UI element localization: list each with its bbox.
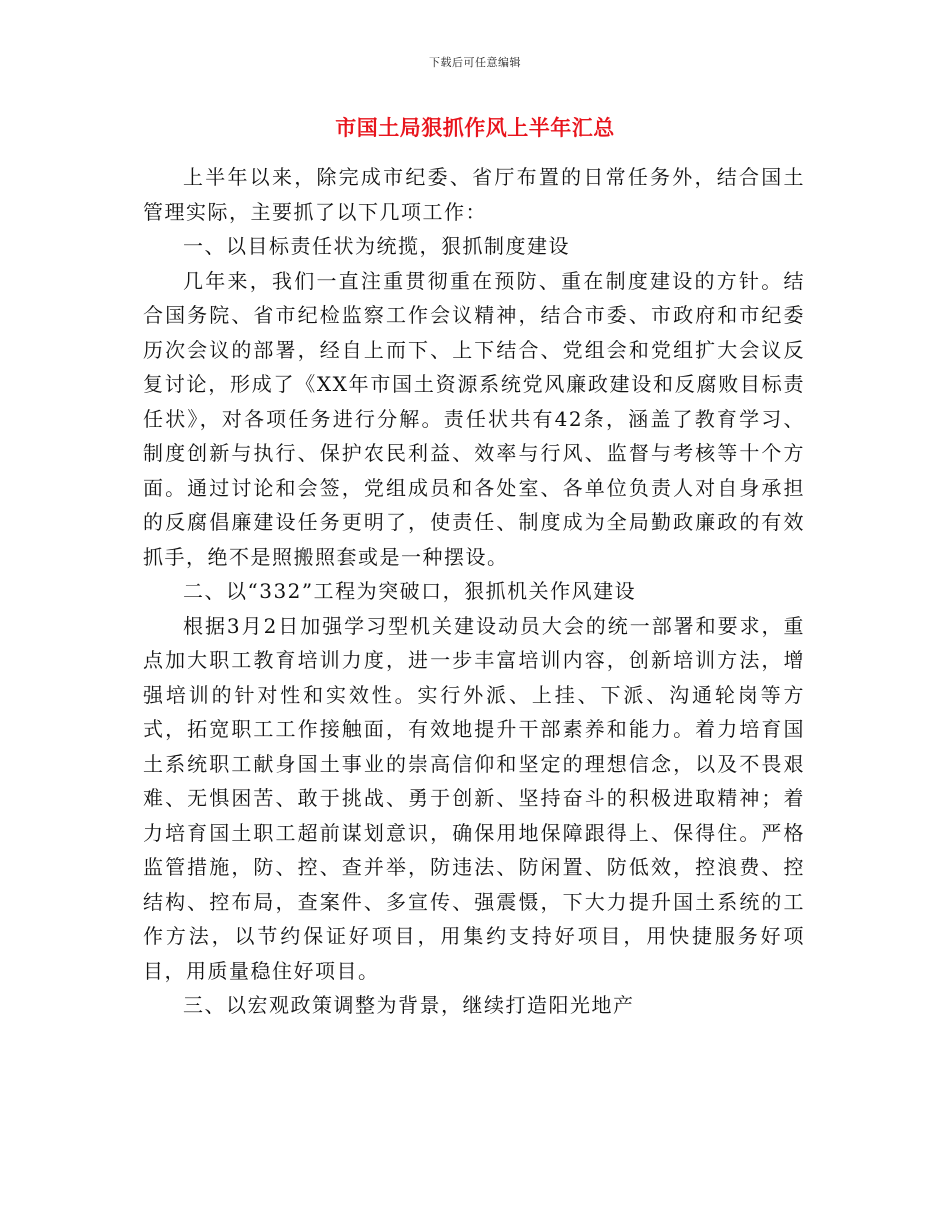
section-heading-1: 一、以目标责任状为统揽，狠抓制度建设 (183, 234, 570, 258)
intro-paragraph: 上半年以来，除完成市纪委、省厅布置的日常任务外，结合国土管理实际，主要抓了以下几项工作： (143, 165, 805, 224)
section-heading-2: 二、以“332”工程为突破口，狠抓机关作风建设 (183, 579, 637, 603)
document-body (143, 160, 805, 1023)
section-1-paragraph: 几年来，我们一直注重贯彻重在预防、重在制度建设的方针。结合国务院、省市纪检监察工作会议精神，结合市委、市政府和市纪委历次会议的部署，经自上而下、上下结合、党组会和党组扩大会议反复讨论，形成了《XX年市国土资源系统党风廉政建设和反腐败目标责任状》，对各项任务进行分解。责任状共有42条，涵盖了教育学习、制度创新与执行、保护农民利益、效率与行风、监督与考核等十个方面。通过讨论和会签，党组成员和各处室、各单位负责人对自身承担的反腐倡廉建设任务更明了，使责任、制度成为全局勤政廉政的有效抓手，绝不是照搬照套或是一种摆设。 (143, 268, 805, 569)
section-2-paragraph: 根据3月2日加强学习型机关建设动员大会的统一部署和要求，重点加大职工教育培训力度，进一步丰富培训内容，创新培训方法，增强培训的针对性和实效性。实行外派、上挂、下派、沟通轮岗等方式，拓宽职工工作接触面，有效地提升干部素养和能力。着力培育国土系统职工献身国土事业的崇高信仰和坚定的理想信念，以及不畏艰难、无惧困苦、敢于挑战、勇于创新、坚持奋斗的积极进取精神；着力培育国土职工超前谋划意识，确保用地保障跟得上、保得住。严格监管措施，防、控、查并举，防违法、防闲置、防低效，控浪费、控结构、控布局，查案件、多宣传、强震慑，下大力提升国土系统的工作方法，以节约保证好项目，用集约支持好项目，用快捷服务好项目，用质量稳住好项目。 (143, 613, 805, 983)
document-title: 市国土局狠抓作风上半年汇总 (335, 116, 615, 140)
header-note: 下载后可任意编辑 (429, 56, 521, 69)
section-heading-3: 三、以宏观政策调整为背景，继续打造阳光地产 (183, 993, 635, 1017)
